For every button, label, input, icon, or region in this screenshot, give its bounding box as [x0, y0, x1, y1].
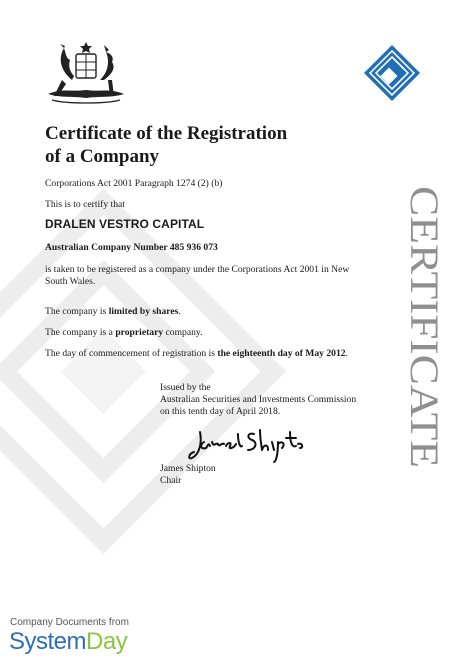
- commencement-line: [45, 348, 385, 360]
- registration-text: is taken to be registered as a company under the Corporations Act 2001 in New South Wales.: [45, 264, 350, 287]
- limited-prefix: The company is: [45, 306, 109, 317]
- proprietary-prefix: The company is a: [45, 327, 116, 338]
- limited-value: limited by shares: [108, 306, 179, 317]
- act-reference: Corporations Act 2001 Paragraph 1274 (2) (b): [45, 178, 223, 189]
- signatory-role: Chair: [160, 475, 182, 486]
- systemday-logo: [9, 628, 127, 656]
- brand-part-2: Day: [86, 628, 128, 655]
- certificate-vertical-text: CERTIFICATE: [402, 186, 447, 435]
- proprietary-suffix: company.: [163, 327, 203, 338]
- issued-line-1: Issued by the: [160, 382, 211, 393]
- signature-image: [186, 420, 306, 465]
- proprietary-line: [45, 327, 385, 339]
- certify-intro: This is to certify that: [45, 199, 125, 210]
- issued-block: [160, 382, 380, 418]
- asic-diamond-logo-icon: [363, 44, 421, 102]
- title-line-2: of a Company: [45, 146, 160, 167]
- certificate-vertical-label: [402, 185, 447, 470]
- watermark-pattern: [0, 210, 260, 540]
- acn-line: [45, 242, 385, 254]
- brand-part-1: System: [9, 628, 87, 655]
- limited-suffix: .: [178, 306, 181, 317]
- limited-line: [45, 306, 385, 318]
- coat-of-arms-icon: [42, 40, 130, 108]
- company-name: DRALEN VESTRO CAPITAL: [45, 217, 205, 231]
- title-line-1: Certificate of the Registration: [45, 123, 288, 144]
- footer-tagline: Company Documents from: [10, 617, 129, 628]
- acn-value: 485 936 073: [169, 242, 218, 253]
- issued-line-2: Australian Securities and Investments Commission: [160, 394, 357, 405]
- issued-line-3: on this tenth day of April 2018.: [160, 406, 281, 417]
- acn-label: Australian Company Number: [45, 242, 168, 253]
- commencement-suffix: .: [345, 348, 348, 359]
- signatory-block: [160, 463, 310, 487]
- proprietary-value: proprietary: [115, 327, 164, 338]
- commencement-value: the eighteenth day of May 2012: [217, 348, 346, 359]
- signatory-name: James Shipton: [160, 463, 216, 474]
- certificate-title: [45, 122, 345, 168]
- commencement-prefix: The day of commencement of registration is: [45, 348, 218, 359]
